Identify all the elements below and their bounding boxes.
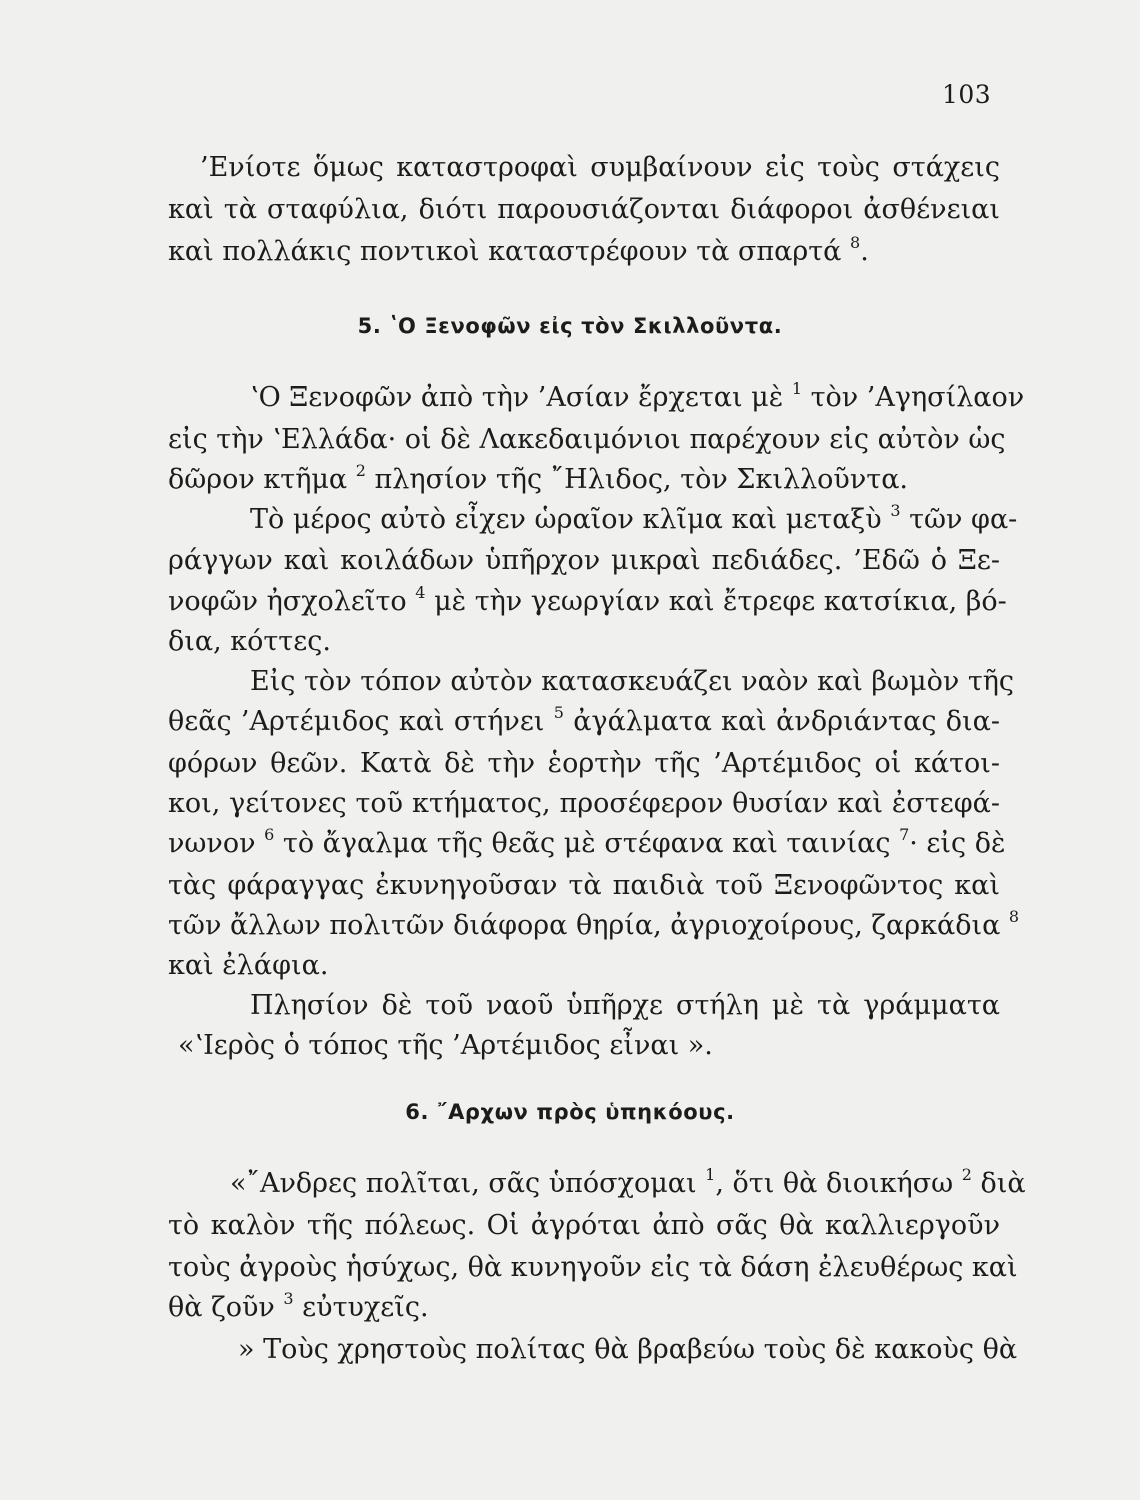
footnote-marker: 1 [791,379,802,398]
footnote-marker: 5 [553,703,564,722]
footnote-marker: 1 [705,1165,716,1184]
text-line: καὶ τὰ σταφύλια, διότι παρουσιάζονται διάφοροι ἀσθένειαι [168,194,1000,225]
text-line: » Τοὺς χρηστοὺς πολίτας θὰ βραβεύω τοὺς δὲ κακοὺς θὰ [238,1334,1018,1365]
footnote-marker: 7 [899,825,910,844]
text-line: εἰς τὴν ʽΕλλάδα· οἱ δὲ Λακεδαιμόνιοι παρέχουν εἰς αὐτὸν ὡς [168,424,1006,455]
text-line: τῶν ἄλλων πολιτῶν διάφορα θηρία, ἀγριοχοίρους, ζαρκάδια $^8$ [168,907,1020,941]
text-line: νωνον $^6$ τὸ ἄγαλμα τῆς θεᾶς μὲ στέφανα καὶ ταινίας $^7$· εἰς δὲ [168,825,1006,859]
text-line: φόρων θεῶν. Κατὰ δὲ τὴν ἑορτὴν τῆς ’Αρτέμιδος οἱ κάτοι- [168,748,1000,779]
page-number: 103 [942,80,992,109]
footnote-marker: 4 [415,583,426,602]
text-line: ράγγων καὶ κοιλάδων ὑπῆρχον μικραὶ πεδιάδες. ’Εδῶ ὁ Ξε- [168,545,1000,576]
text-line: θεᾶς ’Αρτέμιδος καὶ στήνει $^5$ ἀγάλματα καὶ ἀνδριάντας δια- [168,703,1000,737]
text-line: θὰ ζοῦν $^3$ εὐτυχεῖς. [168,1289,429,1323]
text-line: ʽΟ Ξενοφῶν ἀπὸ τὴν ’Ασίαν ἔρχεται μὲ $^1$ τὸν ’Αγησίλαον [250,379,1025,413]
text-line: ’Ενίοτε ὅμως καταστροφαὶ συμβαίνουν εἰς τοὺς στάχεις [200,152,1000,183]
text-line: κοι, γείτονες τοῦ κτήματος, προσέφερον θυσίαν καὶ ἐστεφά- [168,788,1000,819]
footnote-marker: 3 [890,501,901,520]
text-line: δῶρον κτῆμα $^2$ πλησίον τῆς ῎Ηλιδος, τὸν Σκιλλοῦντα. [168,461,909,495]
footnote-marker: 8 [1008,907,1020,926]
text-line: «ʽΙερὸς ὁ τόπος τῆς ’Αρτέμιδος εἶναι ». [178,1030,713,1061]
text-line: καὶ ἐλάφια. [168,950,329,981]
footnote-marker: 3 [283,1289,294,1308]
footnote-marker: 2 [355,461,366,480]
text-line: «῎Ανδρες πολῖται, σᾶς ὑπόσχομαι $^1$, ὅτι θὰ διοικήσω $^2$ διὰ [230,1165,1026,1199]
footnote-marker: 6 [264,825,275,844]
text-line: Τὸ μέρος αὐτὸ εἶχεν ὡραῖον κλῖμα καὶ μεταξὺ $^3$ τῶν φα- [250,501,1018,535]
text-line: δια, κόττες. [168,626,331,657]
footnote-marker: 2 [961,1165,972,1184]
text-line: τοὺς ἀγροὺς ἡσύχως, θὰ κυνηγοῦν εἰς τὰ δάση ἐλευθέρως καὶ [168,1252,1018,1283]
text-line: τὸ καλὸν τῆς πόλεως. Οἱ ἀγρόται ἀπὸ σᾶς θὰ καλλιεργοῦν [168,1210,1000,1241]
footnote-marker: 8 [850,233,861,252]
section-heading-5: 5. ʽΟ Ξενοφῶν εἰς τὸν Σκιλλοῦντα. [357,314,783,338]
section-heading-6: 6. ῎Αρχων πρὸς ὑπηκόους. [405,1100,735,1124]
text-line: τὰς φάραγγας ἐκυνηγοῦσαν τὰ παιδιὰ τοῦ Ξενοφῶντος καὶ [168,870,1000,901]
text-line: νοφῶν ἠσχολεῖτο $^4$ μὲ τὴν γεωργίαν καὶ ἔτρεφε κατσίκια, βό- [168,583,1007,617]
text-line: Πλησίον δὲ τοῦ ναοῦ ὑπῆρχε στήλη μὲ τὰ γράμματα [250,990,1000,1021]
text-line: Εἰς τὸν τόπον αὐτὸν κατασκευάζει ναὸν καὶ βωμὸν τῆς [250,666,1015,697]
text-line: καὶ πολλάκις ποντικοὶ καταστρέφουν τὰ σπαρτά $^8$. [168,233,869,267]
